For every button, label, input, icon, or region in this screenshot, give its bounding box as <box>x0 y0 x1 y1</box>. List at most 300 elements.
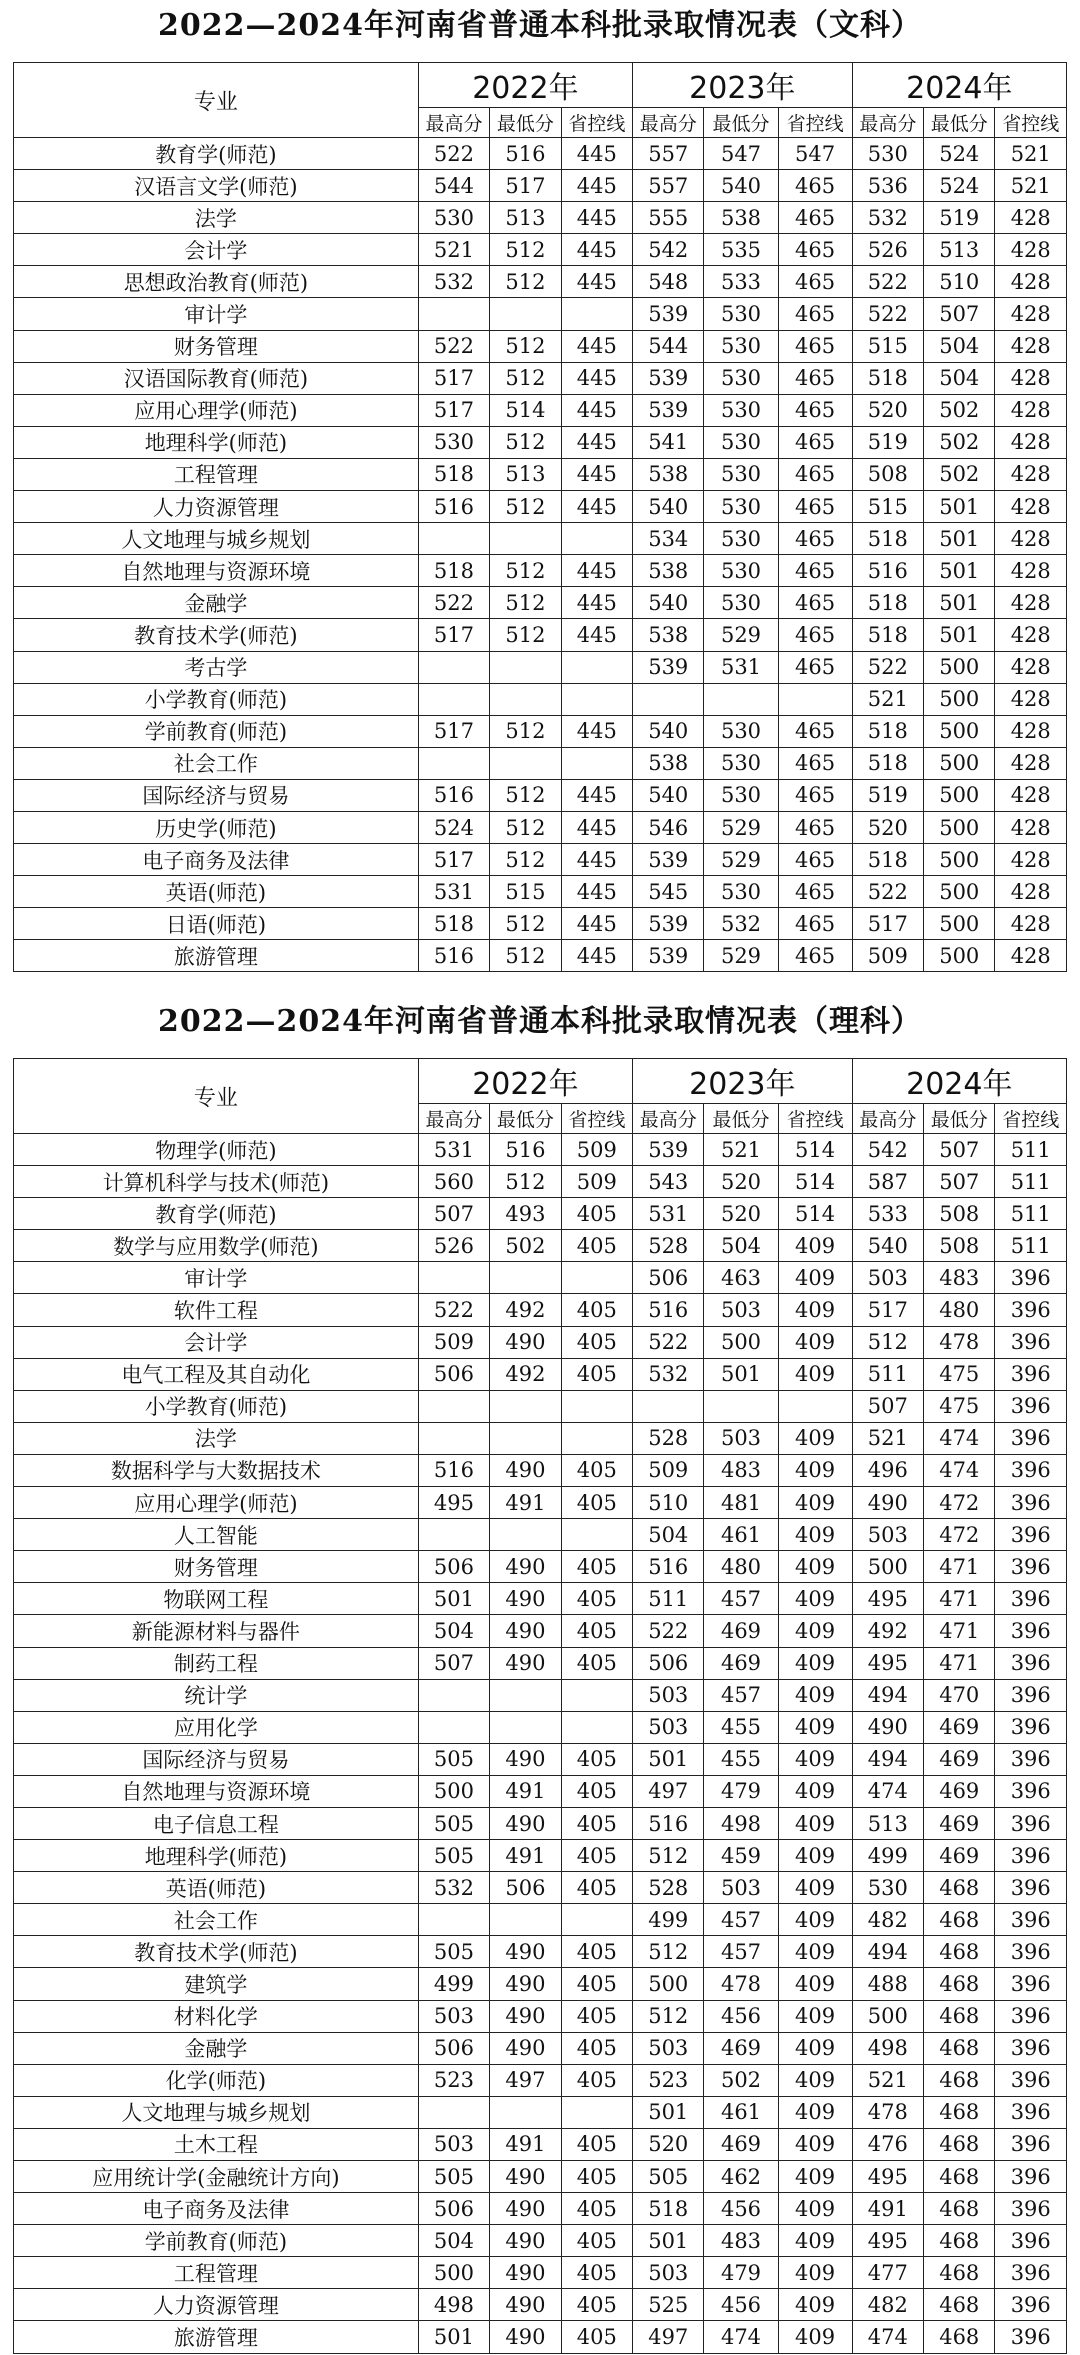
score-cell: 463 <box>704 1262 778 1294</box>
score-cell: 396 <box>995 1872 1067 1904</box>
score-cell: 539 <box>633 362 704 394</box>
score-cell: 428 <box>995 747 1067 779</box>
score-cell: 503 <box>418 2128 489 2160</box>
table-row <box>14 1743 1067 1775</box>
major-cell: 小学教育(师范) <box>14 683 419 715</box>
score-cell: 512 <box>490 266 561 298</box>
score-cell <box>418 683 489 715</box>
score-cell: 461 <box>704 1519 778 1551</box>
score-cell: 557 <box>633 170 704 202</box>
score-cell: 465 <box>778 426 852 458</box>
year-header-2022: 2022年 <box>418 63 632 108</box>
score-cell: 532 <box>633 1358 704 1390</box>
score-cell: 405 <box>561 1294 632 1326</box>
score-cell: 528 <box>633 1422 704 1454</box>
score-cell: 479 <box>704 2257 778 2289</box>
score-cell: 518 <box>852 523 923 555</box>
score-cell: 512 <box>490 491 561 523</box>
score-cell: 503 <box>852 1519 923 1551</box>
score-cell <box>418 747 489 779</box>
table-row <box>14 2032 1067 2064</box>
score-cell <box>633 683 704 715</box>
major-cell: 金融学 <box>14 587 419 619</box>
score-cell <box>490 651 561 683</box>
score-cell: 396 <box>995 1583 1067 1615</box>
score-cell: 516 <box>418 491 489 523</box>
score-cell: 519 <box>852 426 923 458</box>
major-cell: 人文地理与城乡规划 <box>14 2096 419 2128</box>
score-cell: 456 <box>704 2289 778 2321</box>
score-cell: 505 <box>418 1840 489 1872</box>
score-cell: 512 <box>490 619 561 651</box>
score-cell <box>490 747 561 779</box>
score-cell: 428 <box>995 298 1067 330</box>
score-cell: 465 <box>778 587 852 619</box>
major-cell: 材料化学 <box>14 2000 419 2032</box>
score-cell: 539 <box>633 844 704 876</box>
score-cell: 512 <box>490 779 561 811</box>
score-cell: 503 <box>633 1711 704 1743</box>
score-cell: 506 <box>418 1358 489 1390</box>
table-row <box>14 266 1067 298</box>
score-cell: 396 <box>995 1775 1067 1807</box>
score-cell: 539 <box>633 940 704 972</box>
table-row <box>14 1487 1067 1519</box>
score-cell: 514 <box>490 394 561 426</box>
score-cell: 501 <box>924 587 995 619</box>
score-cell: 494 <box>852 1743 923 1775</box>
table-row <box>14 523 1067 555</box>
score-cell: 445 <box>561 844 632 876</box>
score-cell: 490 <box>490 1807 561 1839</box>
table-row <box>14 747 1067 779</box>
table-row <box>14 2257 1067 2289</box>
score-cell: 515 <box>490 876 561 908</box>
table-row <box>14 1454 1067 1486</box>
score-cell: 524 <box>924 170 995 202</box>
major-cell: 审计学 <box>14 298 419 330</box>
score-cell: 445 <box>561 234 632 266</box>
score-cell: 500 <box>924 844 995 876</box>
table-row <box>14 298 1067 330</box>
score-cell: 495 <box>852 1583 923 1615</box>
score-cell: 512 <box>490 1166 561 1198</box>
score-cell: 465 <box>778 362 852 394</box>
score-cell: 511 <box>852 1358 923 1390</box>
score-cell: 462 <box>704 2161 778 2193</box>
score-cell: 521 <box>852 1422 923 1454</box>
score-cell: 532 <box>704 908 778 940</box>
score-cell: 479 <box>704 1775 778 1807</box>
score-cell: 492 <box>490 1358 561 1390</box>
major-cell: 土木工程 <box>14 2128 419 2160</box>
score-cell <box>490 1390 561 1422</box>
major-cell: 教育学(师范) <box>14 138 419 170</box>
major-cell: 应用化学 <box>14 1711 419 1743</box>
score-cell: 428 <box>995 619 1067 651</box>
score-cell: 405 <box>561 1551 632 1583</box>
major-cell: 教育技术学(师范) <box>14 619 419 651</box>
table-row <box>14 1358 1067 1390</box>
score-cell: 409 <box>778 2032 852 2064</box>
score-cell: 518 <box>418 908 489 940</box>
score-cell: 529 <box>704 619 778 651</box>
score-cell: 490 <box>490 2225 561 2257</box>
score-cell <box>490 1519 561 1551</box>
score-cell: 505 <box>633 2161 704 2193</box>
score-cell: 543 <box>633 1166 704 1198</box>
score-cell: 490 <box>490 2257 561 2289</box>
score-cell: 409 <box>778 2289 852 2321</box>
major-cell: 日语(师范) <box>14 908 419 940</box>
score-cell: 405 <box>561 1454 632 1486</box>
score-cell <box>561 683 632 715</box>
score-cell: 409 <box>778 1711 852 1743</box>
score-cell: 517 <box>852 1294 923 1326</box>
major-cell: 数学与应用数学(师范) <box>14 1230 419 1262</box>
score-cell: 531 <box>633 1198 704 1230</box>
table-row <box>14 491 1067 523</box>
score-cell: 409 <box>778 1968 852 2000</box>
table-row <box>14 683 1067 715</box>
score-cell: 495 <box>418 1487 489 1519</box>
score-cell: 461 <box>704 2096 778 2128</box>
score-cell: 524 <box>924 138 995 170</box>
major-cell: 社会工作 <box>14 1904 419 1936</box>
score-cell: 517 <box>418 362 489 394</box>
score-cell <box>490 1904 561 1936</box>
score-cell: 465 <box>778 298 852 330</box>
score-cell: 539 <box>633 651 704 683</box>
score-cell: 490 <box>490 2000 561 2032</box>
score-cell: 528 <box>633 1872 704 1904</box>
score-cell: 474 <box>852 1775 923 1807</box>
score-cell: 409 <box>778 1262 852 1294</box>
score-cell: 465 <box>778 651 852 683</box>
score-cell: 513 <box>924 234 995 266</box>
score-cell: 409 <box>778 1872 852 1904</box>
score-cell: 409 <box>778 2128 852 2160</box>
score-cell: 531 <box>704 651 778 683</box>
table-row <box>14 1840 1067 1872</box>
score-cell: 500 <box>704 1326 778 1358</box>
score-cell: 541 <box>633 426 704 458</box>
score-cell: 530 <box>852 1872 923 1904</box>
score-cell: 532 <box>418 1872 489 1904</box>
score-cell: 490 <box>490 2289 561 2321</box>
major-cell: 地理科学(师范) <box>14 426 419 458</box>
score-cell: 465 <box>778 908 852 940</box>
admission-table-arts <box>13 62 1067 972</box>
score-cell <box>418 1519 489 1551</box>
score-cell: 409 <box>778 1583 852 1615</box>
score-cell: 405 <box>561 1326 632 1358</box>
score-cell: 547 <box>704 138 778 170</box>
score-cell: 529 <box>704 940 778 972</box>
score-cell: 513 <box>852 1807 923 1839</box>
score-cell: 396 <box>995 2321 1067 2353</box>
score-cell: 504 <box>633 1519 704 1551</box>
score-cell: 445 <box>561 330 632 362</box>
score-cell: 512 <box>633 2000 704 2032</box>
score-cell <box>418 1711 489 1743</box>
score-cell <box>704 683 778 715</box>
score-cell: 520 <box>704 1166 778 1198</box>
score-cell: 501 <box>924 619 995 651</box>
score-cell: 538 <box>633 555 704 587</box>
score-cell: 478 <box>924 1326 995 1358</box>
score-cell: 396 <box>995 1262 1067 1294</box>
score-cell: 396 <box>995 2161 1067 2193</box>
table-row <box>14 138 1067 170</box>
score-cell: 497 <box>633 2321 704 2353</box>
major-cell: 思想政治教育(师范) <box>14 266 419 298</box>
score-cell: 409 <box>778 1230 852 1262</box>
score-cell: 507 <box>924 298 995 330</box>
major-cell: 社会工作 <box>14 747 419 779</box>
score-cell: 478 <box>852 2096 923 2128</box>
score-cell: 472 <box>924 1487 995 1519</box>
score-cell: 509 <box>633 1454 704 1486</box>
table-row <box>14 844 1067 876</box>
major-cell: 法学 <box>14 1422 419 1454</box>
score-cell: 522 <box>852 651 923 683</box>
table-row <box>14 458 1067 490</box>
score-cell: 409 <box>778 2161 852 2193</box>
score-cell: 506 <box>418 2193 489 2225</box>
score-cell: 457 <box>704 1583 778 1615</box>
score-cell: 396 <box>995 1615 1067 1647</box>
score-cell: 396 <box>995 1936 1067 1968</box>
score-cell: 409 <box>778 1647 852 1679</box>
score-cell: 530 <box>704 362 778 394</box>
score-cell: 509 <box>418 1326 489 1358</box>
score-cell: 538 <box>633 747 704 779</box>
score-cell: 536 <box>852 170 923 202</box>
score-cell: 522 <box>418 138 489 170</box>
score-cell: 445 <box>561 491 632 523</box>
score-cell: 501 <box>924 555 995 587</box>
score-cell: 501 <box>633 2096 704 2128</box>
score-cell: 409 <box>778 2064 852 2096</box>
score-cell: 498 <box>852 2032 923 2064</box>
major-cell: 旅游管理 <box>14 2321 419 2353</box>
score-cell: 518 <box>852 715 923 747</box>
score-cell: 521 <box>852 2064 923 2096</box>
score-cell: 522 <box>852 266 923 298</box>
score-cell: 396 <box>995 1647 1067 1679</box>
score-cell <box>490 2096 561 2128</box>
score-cell: 494 <box>852 1936 923 1968</box>
score-cell: 512 <box>490 426 561 458</box>
score-cell: 557 <box>633 138 704 170</box>
table-row <box>14 876 1067 908</box>
major-cell: 考古学 <box>14 651 419 683</box>
score-cell: 491 <box>490 1840 561 1872</box>
score-cell: 544 <box>418 170 489 202</box>
score-cell <box>561 1679 632 1711</box>
score-cell: 468 <box>924 2128 995 2160</box>
score-cell: 522 <box>633 1326 704 1358</box>
table-row <box>14 330 1067 362</box>
score-cell: 522 <box>418 330 489 362</box>
score-cell: 516 <box>852 555 923 587</box>
score-cell: 522 <box>852 298 923 330</box>
score-cell: 524 <box>418 811 489 843</box>
sub-header-line: 省控线 <box>561 1104 632 1134</box>
score-cell: 500 <box>924 811 995 843</box>
score-cell: 477 <box>852 2257 923 2289</box>
score-cell <box>561 523 632 555</box>
score-cell: 531 <box>418 876 489 908</box>
score-cell: 491 <box>852 2193 923 2225</box>
score-cell: 409 <box>778 1679 852 1711</box>
score-cell: 520 <box>633 2128 704 2160</box>
score-cell: 445 <box>561 138 632 170</box>
score-cell: 468 <box>924 1968 995 2000</box>
score-cell: 396 <box>995 2032 1067 2064</box>
major-cell: 人力资源管理 <box>14 2289 419 2321</box>
score-cell: 516 <box>418 779 489 811</box>
score-cell: 471 <box>924 1583 995 1615</box>
score-cell: 405 <box>561 1872 632 1904</box>
score-cell: 530 <box>704 523 778 555</box>
major-header: 专业 <box>14 1059 419 1134</box>
score-cell: 469 <box>924 1743 995 1775</box>
table-row <box>14 1551 1067 1583</box>
score-cell: 468 <box>924 2096 995 2128</box>
major-cell: 人文地理与城乡规划 <box>14 523 419 555</box>
sub-header-line: 省控线 <box>778 108 852 138</box>
score-cell: 506 <box>490 1872 561 1904</box>
table-row <box>14 1807 1067 1839</box>
score-cell <box>418 2096 489 2128</box>
score-cell: 405 <box>561 1807 632 1839</box>
score-cell: 518 <box>852 587 923 619</box>
major-cell: 法学 <box>14 202 419 234</box>
score-cell: 405 <box>561 1487 632 1519</box>
score-cell <box>490 1422 561 1454</box>
table-row <box>14 234 1067 266</box>
score-cell: 540 <box>852 1230 923 1262</box>
score-cell: 515 <box>852 330 923 362</box>
major-cell: 电子信息工程 <box>14 1807 419 1839</box>
score-cell: 545 <box>633 876 704 908</box>
score-cell: 409 <box>778 2321 852 2353</box>
table-row <box>14 1326 1067 1358</box>
score-cell: 471 <box>924 1551 995 1583</box>
sub-header-max: 最高分 <box>633 1104 704 1134</box>
table-row <box>14 1968 1067 2000</box>
score-cell: 490 <box>490 1743 561 1775</box>
score-cell: 530 <box>704 330 778 362</box>
score-cell: 499 <box>633 1904 704 1936</box>
score-cell: 482 <box>852 2289 923 2321</box>
table-row <box>14 619 1067 651</box>
score-cell: 428 <box>995 458 1067 490</box>
score-cell: 530 <box>704 298 778 330</box>
score-cell: 522 <box>852 876 923 908</box>
score-cell: 465 <box>778 202 852 234</box>
score-cell: 455 <box>704 1743 778 1775</box>
score-cell: 542 <box>633 234 704 266</box>
score-cell: 500 <box>924 747 995 779</box>
major-cell: 汉语国际教育(师范) <box>14 362 419 394</box>
score-cell: 500 <box>852 2000 923 2032</box>
score-cell: 490 <box>852 1487 923 1519</box>
table-row <box>14 2064 1067 2096</box>
score-cell <box>561 651 632 683</box>
score-cell: 540 <box>633 491 704 523</box>
score-cell: 517 <box>418 844 489 876</box>
score-cell: 519 <box>852 779 923 811</box>
score-cell: 500 <box>418 1775 489 1807</box>
score-cell: 490 <box>490 1454 561 1486</box>
score-cell: 507 <box>418 1198 489 1230</box>
major-cell: 统计学 <box>14 1679 419 1711</box>
score-cell: 428 <box>995 234 1067 266</box>
score-cell: 518 <box>852 747 923 779</box>
score-cell: 471 <box>924 1647 995 1679</box>
score-cell: 531 <box>418 1134 489 1166</box>
major-cell: 建筑学 <box>14 1968 419 2000</box>
score-cell: 445 <box>561 940 632 972</box>
score-cell: 509 <box>852 940 923 972</box>
score-cell: 405 <box>561 2128 632 2160</box>
score-cell: 513 <box>490 202 561 234</box>
score-cell: 508 <box>924 1230 995 1262</box>
score-cell: 516 <box>633 1551 704 1583</box>
score-cell: 500 <box>633 1968 704 2000</box>
score-cell: 518 <box>852 362 923 394</box>
sub-header-max: 最高分 <box>633 108 704 138</box>
score-cell: 445 <box>561 170 632 202</box>
table-row <box>14 2000 1067 2032</box>
score-cell: 465 <box>778 876 852 908</box>
table-row <box>14 426 1067 458</box>
score-cell: 478 <box>704 1968 778 2000</box>
score-cell: 490 <box>490 2321 561 2353</box>
table-row <box>14 908 1067 940</box>
score-cell <box>561 1711 632 1743</box>
score-cell: 490 <box>490 1647 561 1679</box>
score-cell: 396 <box>995 1358 1067 1390</box>
score-cell: 469 <box>704 1647 778 1679</box>
score-cell: 502 <box>704 2064 778 2096</box>
score-cell: 521 <box>418 234 489 266</box>
score-cell: 516 <box>633 1807 704 1839</box>
score-cell: 504 <box>924 362 995 394</box>
score-cell: 469 <box>704 1615 778 1647</box>
score-cell <box>633 1390 704 1422</box>
major-cell: 人工智能 <box>14 1519 419 1551</box>
score-cell: 396 <box>995 1904 1067 1936</box>
table-row <box>14 811 1067 843</box>
score-cell: 468 <box>924 2321 995 2353</box>
score-cell <box>418 1904 489 1936</box>
score-cell: 468 <box>924 2289 995 2321</box>
major-cell: 教育学(师范) <box>14 1198 419 1230</box>
score-cell: 445 <box>561 811 632 843</box>
score-cell: 445 <box>561 555 632 587</box>
score-cell <box>561 1519 632 1551</box>
score-cell: 529 <box>704 811 778 843</box>
score-cell: 445 <box>561 908 632 940</box>
score-cell: 428 <box>995 266 1067 298</box>
score-cell: 409 <box>778 1775 852 1807</box>
score-cell: 396 <box>995 1711 1067 1743</box>
score-cell: 405 <box>561 1230 632 1262</box>
